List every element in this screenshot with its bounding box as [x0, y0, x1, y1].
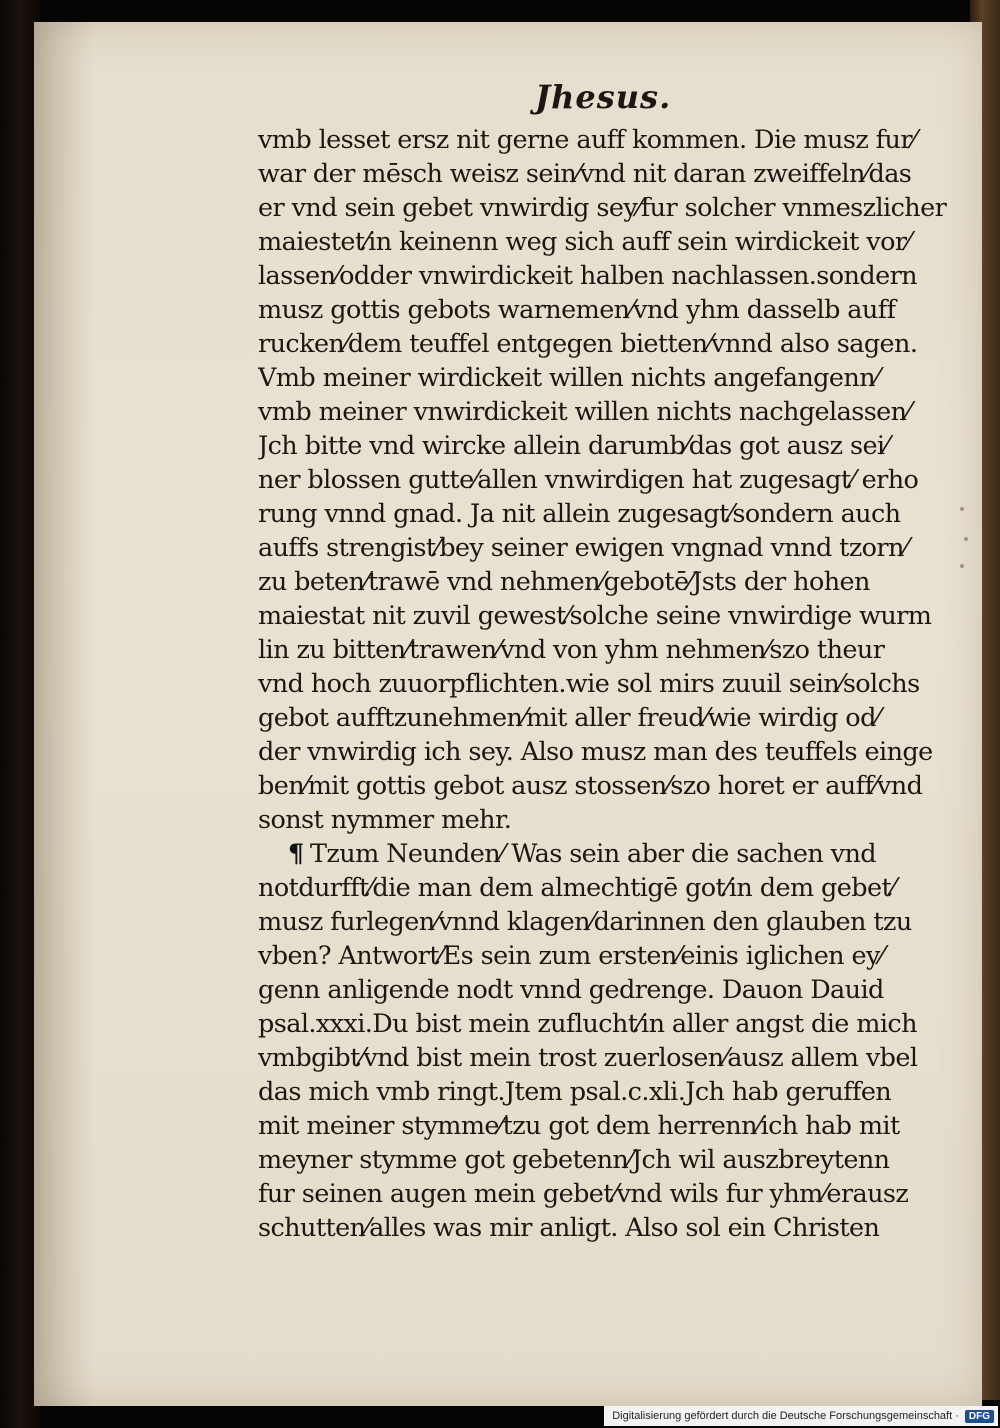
body-text	[258, 123, 963, 1245]
text-line: er vnd sein gebet vnwirdig sey⁄fur solcher vnmeszlicher	[258, 193, 947, 223]
paragraph-start-line	[258, 837, 963, 871]
text-line: maiestat nit zuvil gewest⁄solche seine vnwirdige wurm	[258, 601, 932, 631]
digitization-credit	[604, 1406, 998, 1426]
text-line: vben? Antwort⁄Es sein zum ersten⁄einis iglichen ey⁄	[258, 941, 884, 971]
text-line: ben⁄mit gottis gebot ausz stossen⁄szo horet er auff⁄vnd	[258, 771, 923, 801]
text-line: vmb meiner vnwirdickeit willen nichts nachgelassen⁄	[258, 397, 911, 427]
paragraph-mark: ¶	[288, 839, 304, 869]
text-line: rung vnnd gnad. Ja nit allein zugesagt⁄sondern auch	[258, 499, 901, 529]
text-line: fur seinen augen mein gebet⁄vnd wils fur yhm⁄erausz	[258, 1179, 909, 1209]
gutter-shadow	[34, 22, 94, 1406]
text-line: vmb lesset ersz nit gerne auff kommen. Die musz fur⁄	[258, 125, 916, 155]
dfg-logo: DFG	[965, 1410, 994, 1423]
paper-speck	[964, 537, 968, 541]
text-line: gebot aufftzunehmen⁄mit aller freud⁄wie wirdig od⁄	[258, 703, 880, 733]
text-line: das mich vmb ringt.Jtem psal.c.xli.Jch hab geruffen	[258, 1077, 892, 1107]
text-line: sonst nymmer mehr.	[258, 805, 512, 835]
text-line: notdurfft⁄die man dem almechtigē got⁄in dem gebet⁄	[258, 873, 895, 903]
credit-text: Digitalisierung gefördert durch die Deutsche Forschungsgemeinschaft ·	[612, 1410, 959, 1422]
text-line: genn anligende nodt vnnd gedrenge. Dauon Dauid	[258, 975, 884, 1005]
text-line: musz furlegen⁄vnnd klagen⁄darinnen den glauben tzu	[258, 907, 912, 937]
text-line: psal.xxxi.Du bist mein zuflucht⁄in aller angst die mich	[258, 1009, 917, 1039]
text-line: Jch bitte vnd wircke allein darumb⁄das got ausz sei⁄	[258, 431, 889, 461]
text-line: zu beten⁄trawē vnd nehmen⁄gebotē⁄Jsts der hohen	[258, 567, 870, 597]
text-line: ner blossen gutte⁄allen vnwirdigen hat zugesagt⁄ erho	[258, 465, 919, 495]
running-header: Jhesus.	[535, 78, 672, 116]
text-line: schutten⁄alles was mir anligt. Also sol ein Christen	[258, 1213, 880, 1243]
text-line: musz gottis gebots warnemen⁄vnd yhm dasselb auff	[258, 295, 896, 325]
text-line: rucken⁄dem teuffel entgegen bietten⁄vnnd also sagen.	[258, 329, 918, 359]
text-line: lassen⁄odder vnwirdickeit halben nachlassen.sondern	[258, 261, 917, 291]
text-line: lin zu bitten⁄trawen⁄vnd von yhm nehmen⁄szo theur	[258, 635, 885, 665]
text-line: vmbgibt⁄vnd bist mein trost zuerlosen⁄ausz allem vbel	[258, 1043, 918, 1073]
text-line: vnd hoch zuuorpflichten.wie sol mirs zuuil sein⁄solchs	[258, 669, 920, 699]
text-line: meyner stymme got gebetenn⁄Jch wil auszbreytenn	[258, 1145, 890, 1175]
text-line: Tzum Neunden⁄ Was sein aber die sachen vnd	[310, 839, 877, 869]
text-line: auffs strengist⁄bey seiner ewigen vngnad vnnd tzorn⁄	[258, 533, 908, 563]
text-line: der vnwirdig ich sey. Also musz man des teuffels einge	[258, 737, 933, 767]
text-line: Vmb meiner wirdickeit willen nichts angefangenn⁄	[258, 363, 879, 393]
text-line: war der mēsch weisz sein⁄vnd nit daran zweiffeln⁄das	[258, 159, 912, 189]
text-line: mit meiner stymme⁄tzu got dem herrenn⁄ich hab mit	[258, 1111, 900, 1141]
text-line: maiestet⁄in keinenn weg sich auff sein wirdickeit vor⁄	[258, 227, 911, 257]
